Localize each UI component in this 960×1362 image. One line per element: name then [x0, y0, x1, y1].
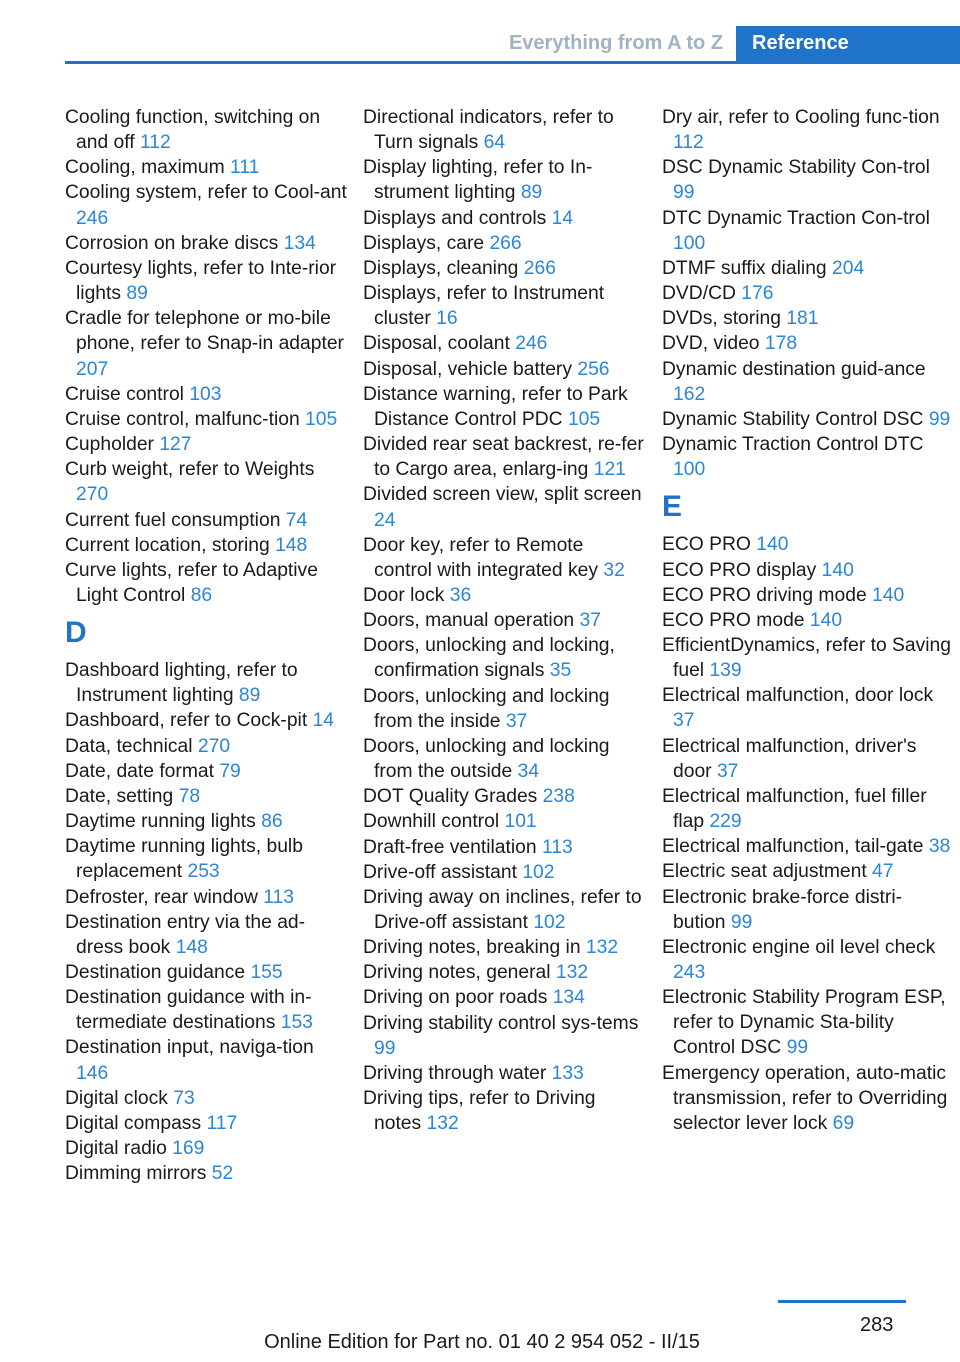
index-entry [65, 759, 347, 784]
index-entry-term: Electronic Stability Program ESP, refer to Dynamic Sta‐bility Control DSC [662, 987, 946, 1059]
index-entry [662, 885, 952, 935]
index-entry-term: Destination input, naviga‐tion [65, 1037, 314, 1059]
index-entry-term: Digital radio [65, 1138, 173, 1160]
index-entry [363, 935, 645, 960]
index-entry [662, 608, 952, 633]
index-entry [363, 734, 645, 784]
index-entry-term: Corrosion on brake discs [65, 232, 284, 254]
edition-note: Online Edition for Part no. 01 40 2 954 052 - II/15 [264, 1331, 700, 1353]
index-entry [65, 809, 347, 834]
index-entry-page-link[interactable]: 117 [206, 1112, 238, 1134]
index-entry-page-link[interactable]: 146 [76, 1062, 109, 1084]
index-entry-term: Driving away on inclines, refer to Drive-off assistant [363, 886, 642, 933]
index-entry-term: Displays, care [363, 232, 490, 254]
index-entry-term: Dynamic Stability Control DSC [662, 408, 929, 430]
index-entry-term: Courtesy lights, refer to Inte‐rior lights [65, 257, 337, 305]
index-entry [662, 734, 952, 784]
index-entry-page-link[interactable]: 86 [261, 811, 283, 833]
index-entry-page-link[interactable]: 35 [549, 660, 572, 682]
index-entry [363, 206, 645, 231]
index-entry-term: Divided screen view, split screen [363, 484, 642, 506]
index-entry [662, 633, 952, 683]
index-entry-term: Cupholder [65, 434, 160, 456]
index-entry [363, 231, 645, 256]
index-entry-page-link[interactable]: 113 [263, 886, 294, 908]
index-entry-page-link[interactable]: 111 [230, 157, 260, 179]
index-entry [65, 105, 347, 155]
index-entry-page-link[interactable]: 181 [786, 308, 819, 330]
index-entry [65, 407, 347, 432]
index-entry [363, 281, 645, 331]
index-entry-term: Date, setting [65, 785, 179, 807]
index-entry-page-link[interactable]: 73 [173, 1087, 195, 1109]
index-entry-page-link[interactable]: 37 [579, 610, 601, 632]
index-entry-page-link[interactable]: 113 [541, 836, 573, 858]
index-entry-term: Dynamic destination guid‐ance [662, 358, 926, 380]
index-entry-page-link[interactable]: 132 [585, 937, 619, 959]
index-entry [65, 658, 347, 708]
index-entry-term: Emergency operation, auto‐matic transmission, refer to Overriding selector lever lock [662, 1062, 948, 1134]
index-entry-page-link[interactable]: 78 [178, 785, 201, 807]
index-entry [65, 180, 347, 230]
index-entry-term: Driving on poor roads [363, 987, 553, 1009]
index-entry-term: Dimming mirrors [65, 1163, 212, 1185]
section-title: Everything from A to Z [508, 32, 724, 54]
index-entry [662, 105, 952, 155]
index-entry-term: Displays, cleaning [363, 257, 524, 279]
index-entry-term: Driving stability control sys‐tems [363, 1012, 639, 1034]
header-rule [65, 61, 960, 64]
index-entry [363, 482, 645, 532]
index-entry-term: DVD, video [662, 333, 765, 355]
index-entry [662, 985, 952, 1060]
index-entry [65, 708, 347, 733]
index-entry-term: Door lock [363, 584, 450, 606]
index-entry-term: DSC Dynamic Stability Con‐trol [662, 157, 930, 179]
index-entry-page-link[interactable]: 89 [520, 182, 543, 204]
index-entry [65, 734, 347, 759]
index-entry-page-link[interactable]: 99 [374, 1037, 396, 1059]
index-entry-term: Cooling system, refer to Cool‐ant [65, 182, 347, 204]
index-entry-term: Doors, manual operation [363, 610, 580, 632]
index-entry-page-link[interactable]: 162 [673, 383, 706, 405]
index-entry [65, 1161, 347, 1186]
index-entry [363, 985, 645, 1010]
index-entry-page-link[interactable]: 127 [159, 434, 192, 456]
index-entry [662, 558, 952, 583]
index-entry-term: Curb weight, refer to Weights [65, 459, 315, 481]
index-entry-page-link[interactable]: 139 [709, 660, 742, 682]
index-entry-page-link[interactable]: 132 [555, 962, 589, 984]
index-letter-heading: E [662, 490, 683, 524]
index-entry-page-link[interactable]: 89 [126, 283, 148, 305]
index-entry-term: Destination entry via the ad‐dress book [65, 911, 306, 958]
index-entry [65, 457, 347, 507]
index-entry-page-link[interactable]: 24 [374, 509, 396, 531]
index-entry [363, 960, 645, 985]
index-entry-page-link[interactable]: 32 [603, 559, 625, 581]
index-entry [65, 985, 347, 1035]
index-entry-term: Date, date format [65, 760, 220, 782]
index-entry [65, 910, 347, 960]
index-entry-term: Dry air, refer to Cooling func‐tion [662, 107, 940, 128]
index-entry [662, 583, 952, 608]
index-entry-term: Electrical malfunction, driver's door [662, 735, 917, 782]
index-entry-term: Digital compass [65, 1112, 207, 1134]
index-entry-page-link[interactable]: 270 [197, 735, 231, 757]
index-entry [65, 231, 347, 256]
index-entry [363, 432, 645, 482]
index-entry [363, 784, 645, 809]
index-entry [662, 281, 952, 306]
index-entry-page-link[interactable]: 246 [76, 207, 109, 229]
index-entry-term: Electric seat adjustment [662, 861, 873, 883]
index-entry-term: DTMF suffix dialing [662, 257, 833, 279]
index-entry [662, 306, 952, 331]
index-entry-page-link[interactable]: 121 [593, 459, 626, 481]
index-entry-term: Distance warning, refer to Park Distance Control PDC [363, 383, 628, 430]
index-entry-page-link[interactable]: 99 [928, 408, 951, 430]
index-entry-page-link[interactable]: 14 [551, 207, 574, 229]
index-entry [363, 1086, 645, 1136]
index-entry [662, 532, 952, 557]
index-entry [363, 105, 645, 155]
index-entry [65, 960, 347, 985]
index-entry-page-link[interactable]: 47 [872, 861, 894, 883]
index-entry-term: Divided rear seat backrest, re‐fer to Cargo area, enlarg‐ing [363, 434, 644, 481]
index-entry-page-link[interactable]: 178 [764, 333, 798, 355]
index-entry-term: Display lighting, refer to In‐strument lighting [363, 157, 593, 204]
index-entry-term: Current location, storing [65, 534, 276, 556]
index-entry-page-link[interactable]: 100 [673, 459, 706, 481]
index-entry-page-link[interactable]: 266 [523, 257, 556, 279]
index-entry-page-link[interactable]: 37 [673, 710, 695, 732]
index-entry [363, 583, 645, 608]
index-entry [65, 834, 347, 884]
index-entry-page-link[interactable]: 99 [673, 182, 695, 204]
index-entry-term: Doors, unlocking and locking from the outside [363, 735, 610, 783]
index-entry-term: ECO PRO mode [662, 609, 810, 631]
index-entry-term: Driving notes, breaking in [363, 937, 586, 959]
index-entry-page-link[interactable]: 140 [756, 534, 789, 556]
index-entry [662, 834, 952, 859]
index-entry-page-link[interactable]: 89 [238, 685, 261, 707]
index-entry-term: ECO PRO driving mode [662, 584, 873, 606]
index-entry-page-link[interactable]: 99 [786, 1037, 809, 1059]
index-entry [65, 432, 347, 457]
index-entry [363, 382, 645, 432]
index-entry-term: Dashboard lighting, refer to Instrument lighting [65, 660, 298, 707]
index-entry-page-link[interactable]: 79 [219, 760, 241, 782]
index-entry [363, 1061, 645, 1086]
index-entry-page-link[interactable]: 86 [190, 584, 213, 606]
index-entry [65, 1136, 347, 1161]
page-number: 283 [860, 1314, 894, 1336]
index-entry-page-link[interactable]: 153 [280, 1012, 313, 1034]
index-entry [363, 835, 645, 860]
index-entry-term: Dashboard, refer to Cock‐pit [65, 710, 313, 732]
index-entry-page-link[interactable]: 134 [283, 232, 316, 254]
index-entry-page-link[interactable]: 105 [567, 408, 601, 430]
index-entry-term: Disposal, vehicle battery [363, 358, 578, 380]
index-entry-page-link[interactable]: 238 [542, 786, 575, 808]
index-entry-page-link[interactable]: 112 [673, 132, 704, 154]
index-entry-term: Cradle for telephone or mo‐bile phone, refer to Snap-in adapter [65, 308, 344, 355]
index-entry-term: Daytime running lights [65, 811, 262, 833]
index-entry-page-link[interactable]: 246 [515, 333, 548, 355]
index-entry [363, 331, 645, 356]
index-entry-term: DVD/CD [662, 283, 742, 305]
index-entry-term: Displays, refer to Instrument cluster [363, 283, 605, 330]
index-entry-term: Disposal, coolant [363, 333, 516, 355]
index-entry [363, 885, 645, 935]
chapter-tab-reference[interactable]: Reference [736, 26, 960, 61]
index-entry-page-link[interactable]: 34 [517, 761, 540, 783]
index-entry [65, 533, 347, 558]
index-entry-term: Digital clock [65, 1087, 174, 1109]
index-entry [662, 256, 952, 281]
index-entry-page-link[interactable]: 105 [305, 408, 338, 430]
index-entry-page-link[interactable]: 69 [832, 1112, 855, 1134]
index-entry-page-link[interactable]: 102 [533, 912, 566, 933]
index-entry [662, 357, 952, 407]
index-entry [662, 155, 952, 205]
index-entry-term: DVDs, storing [662, 308, 787, 330]
index-column-3 [662, 105, 952, 1136]
index-entry-page-link[interactable]: 266 [489, 232, 522, 254]
index-entry-page-link[interactable]: 38 [928, 836, 951, 858]
index-entry-term: Downhill control [363, 811, 505, 833]
index-entry [662, 935, 952, 985]
footer-rule [778, 1300, 906, 1303]
index-entry-term: Dynamic Traction Control DTC [662, 434, 924, 456]
index-entry [363, 633, 645, 683]
index-entry-term: Cruise control [65, 383, 190, 405]
index-entry [65, 1035, 347, 1085]
index-entry-term: Drive-off assistant [363, 861, 523, 883]
index-entry [662, 683, 952, 733]
index-entry-page-link[interactable]: 229 [709, 811, 742, 833]
index-entry-page-link[interactable]: 148 [175, 936, 208, 958]
index-entry [65, 382, 347, 407]
index-entry-page-link[interactable]: 14 [312, 710, 335, 732]
index-entry [363, 684, 645, 734]
index-entry-page-link[interactable]: 169 [172, 1138, 205, 1160]
index-entry-page-link[interactable]: 37 [716, 760, 739, 782]
index-entry-page-link[interactable]: 52 [211, 1163, 234, 1185]
index-entry-page-link[interactable]: 140 [821, 559, 854, 581]
index-entry-term: Defroster, rear window [65, 886, 264, 908]
index-entry [662, 407, 952, 432]
index-entry-term: Destination guidance with in‐termediate destinations [65, 987, 312, 1034]
index-entry [662, 859, 952, 884]
index-entry [363, 860, 645, 885]
index-entry-term: DTC Dynamic Traction Con‐trol [662, 207, 930, 229]
index-entry-term: EfficientDynamics, refer to Saving fuel [662, 634, 951, 682]
index-entry [363, 155, 645, 205]
index-entry-term: DOT Quality Grades [363, 786, 543, 808]
index-entry [65, 155, 347, 180]
index-entry-term: Doors, unlocking and locking from the inside [363, 685, 610, 732]
index-entry [65, 1111, 347, 1136]
index-entry-page-link[interactable]: 148 [275, 534, 308, 556]
index-entry-term: Driving tips, refer to Driving notes [363, 1088, 596, 1135]
index-entry [363, 357, 645, 382]
index-entry [65, 256, 347, 306]
index-entry-page-link[interactable]: 101 [504, 811, 537, 833]
index-entry-term: Draft-free ventilation [363, 836, 542, 858]
index-entry-term: Destination guidance [65, 962, 251, 983]
index-entry-page-link[interactable]: 74 [285, 509, 308, 531]
index-entry [662, 206, 952, 256]
index-entry-page-link[interactable]: 256 [577, 358, 610, 380]
index-entry-page-link[interactable]: 102 [522, 861, 555, 883]
index-entry-page-link[interactable]: 140 [809, 609, 843, 631]
index-entry-page-link[interactable]: 132 [426, 1113, 459, 1135]
index-entry [662, 1061, 952, 1136]
index-entry-term: Cooling, maximum [65, 157, 231, 179]
index-entry-term: Electronic brake-force distri‐bution [662, 886, 903, 933]
index-entry-term: Door key, refer to Remote control with integrated key [363, 534, 604, 581]
index-entry-term: Daytime running lights, bulb replacement [65, 836, 303, 883]
index-entry-term: Driving notes, general [363, 962, 556, 984]
index-entry-term: Data, technical [65, 735, 198, 757]
index-entry-term: Cooling function, switching on and off [65, 107, 321, 154]
index-entry-page-link[interactable]: 155 [250, 962, 283, 983]
index-entry-term: Displays and controls [363, 207, 552, 229]
index-entry-page-link[interactable]: 16 [436, 308, 458, 330]
index-entry-page-link[interactable]: 270 [76, 484, 109, 506]
index-entry-page-link[interactable]: 100 [673, 232, 706, 254]
index-entry-term: Cruise control, malfunc‐tion [65, 408, 306, 430]
index-entry [662, 784, 952, 834]
index-entry [65, 306, 347, 381]
index-entry-term: Directional indicators, refer to Turn signals [363, 107, 614, 154]
index-entry-page-link[interactable]: 134 [552, 987, 585, 1009]
index-entry-page-link[interactable]: 140 [872, 584, 905, 606]
index-entry [662, 331, 952, 356]
index-entry-page-link[interactable]: 207 [76, 358, 109, 380]
index-entry [65, 508, 347, 533]
index-entry [65, 784, 347, 809]
index-entry-page-link[interactable]: 64 [483, 132, 506, 154]
index-entry [363, 809, 645, 834]
index-letter-heading: D [65, 616, 87, 650]
index-entry [363, 256, 645, 281]
index-entry-term: ECO PRO display [662, 559, 822, 581]
index-entry-term: Doors, unlocking and locking, confirmation signals [363, 635, 615, 682]
index-entry [363, 608, 645, 633]
index-entry-term: Electronic engine oil level check [662, 936, 936, 958]
index-entry [65, 558, 347, 608]
index-column-1 [65, 105, 347, 1186]
index-entry [65, 885, 347, 910]
index-entry-page-link[interactable]: 37 [505, 710, 528, 732]
index-entry-page-link[interactable]: 204 [832, 257, 865, 279]
index-entry-term: Curve lights, refer to Adaptive Light Control [65, 559, 318, 606]
index-entry-page-link[interactable]: 176 [741, 283, 774, 305]
index-entry [662, 432, 952, 482]
index-column-2 [363, 105, 645, 1136]
index-entry-page-link[interactable]: 36 [449, 584, 472, 606]
index-entry-term: Current fuel consumption [65, 509, 286, 531]
index-entry-page-link[interactable]: 112 [139, 132, 171, 154]
index-entry-page-link[interactable]: 243 [673, 962, 706, 983]
index-entry-term: ECO PRO [662, 534, 757, 556]
index-entry-page-link[interactable]: 103 [189, 383, 222, 405]
index-entry-page-link[interactable]: 99 [730, 911, 753, 933]
index-entry-page-link[interactable]: 253 [187, 861, 220, 883]
index-entry [363, 1011, 645, 1061]
index-entry-term: Electrical malfunction, door lock [662, 685, 934, 707]
index-entry-term: Electrical malfunction, tail‐gate [662, 836, 929, 858]
index-entry [65, 1086, 347, 1111]
index-entry-page-link[interactable]: 133 [551, 1062, 584, 1084]
index-entry-term: Electrical malfunction, fuel filler flap [662, 785, 927, 833]
index-entry-term: Driving through water [363, 1062, 552, 1084]
index-entry [363, 533, 645, 583]
